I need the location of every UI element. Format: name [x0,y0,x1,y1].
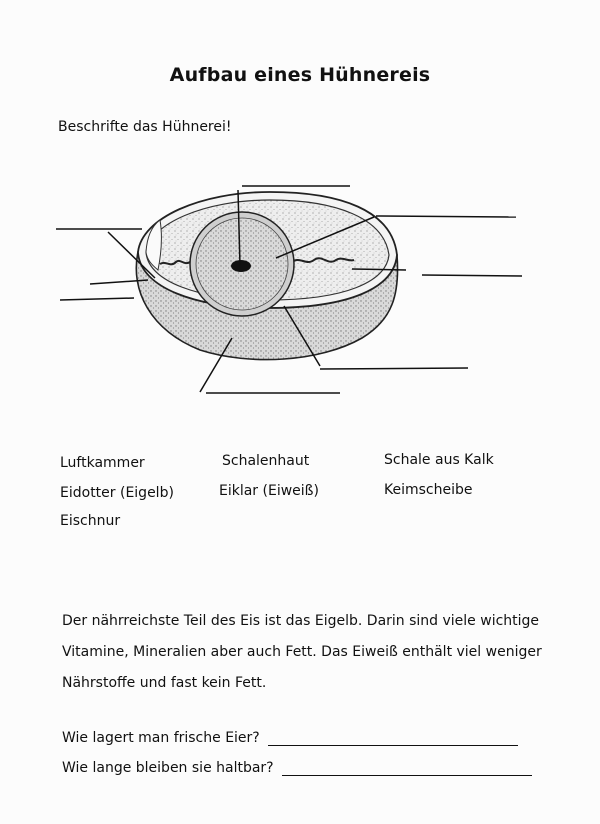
question-1-row [62,730,518,746]
word-luftkammer: Luftkammer [60,455,145,471]
word-eidotter: Eidotter (Eigelb) [60,485,174,501]
question-2-row [62,760,532,776]
word-keimscheibe: Keimscheibe [384,482,473,498]
egg-germinal-disc [231,260,251,272]
word-schale-aus-kalk: Schale aus Kalk [384,452,494,468]
word-schalenhaut: Schalenhaut [222,453,310,469]
word-eischnur: Eischnur [60,513,121,529]
info-paragraph: Der nährreichste Teil des Eis ist das Eigelb. Darin sind viele wichtige Vitamine, Mineralien aber auch Fett. Das Eiweiß enthält viel weniger Nährstoffe und fast kein Fett. [62,613,542,691]
question-2-text: Wie lange bleiben sie haltbar? [62,760,274,776]
question-1-answer-line[interactable] [268,731,518,746]
question-2-answer-line[interactable] [282,761,532,776]
egg-diagram [0,170,600,410]
page-title: Aufbau eines Hühnereis [169,64,431,86]
instruction-text: Beschrifte das Hühnerei! [58,119,232,135]
question-1-text: Wie lagert man frische Eier? [62,730,260,746]
word-eiklar: Eiklar (Eiweiß) [219,483,319,499]
